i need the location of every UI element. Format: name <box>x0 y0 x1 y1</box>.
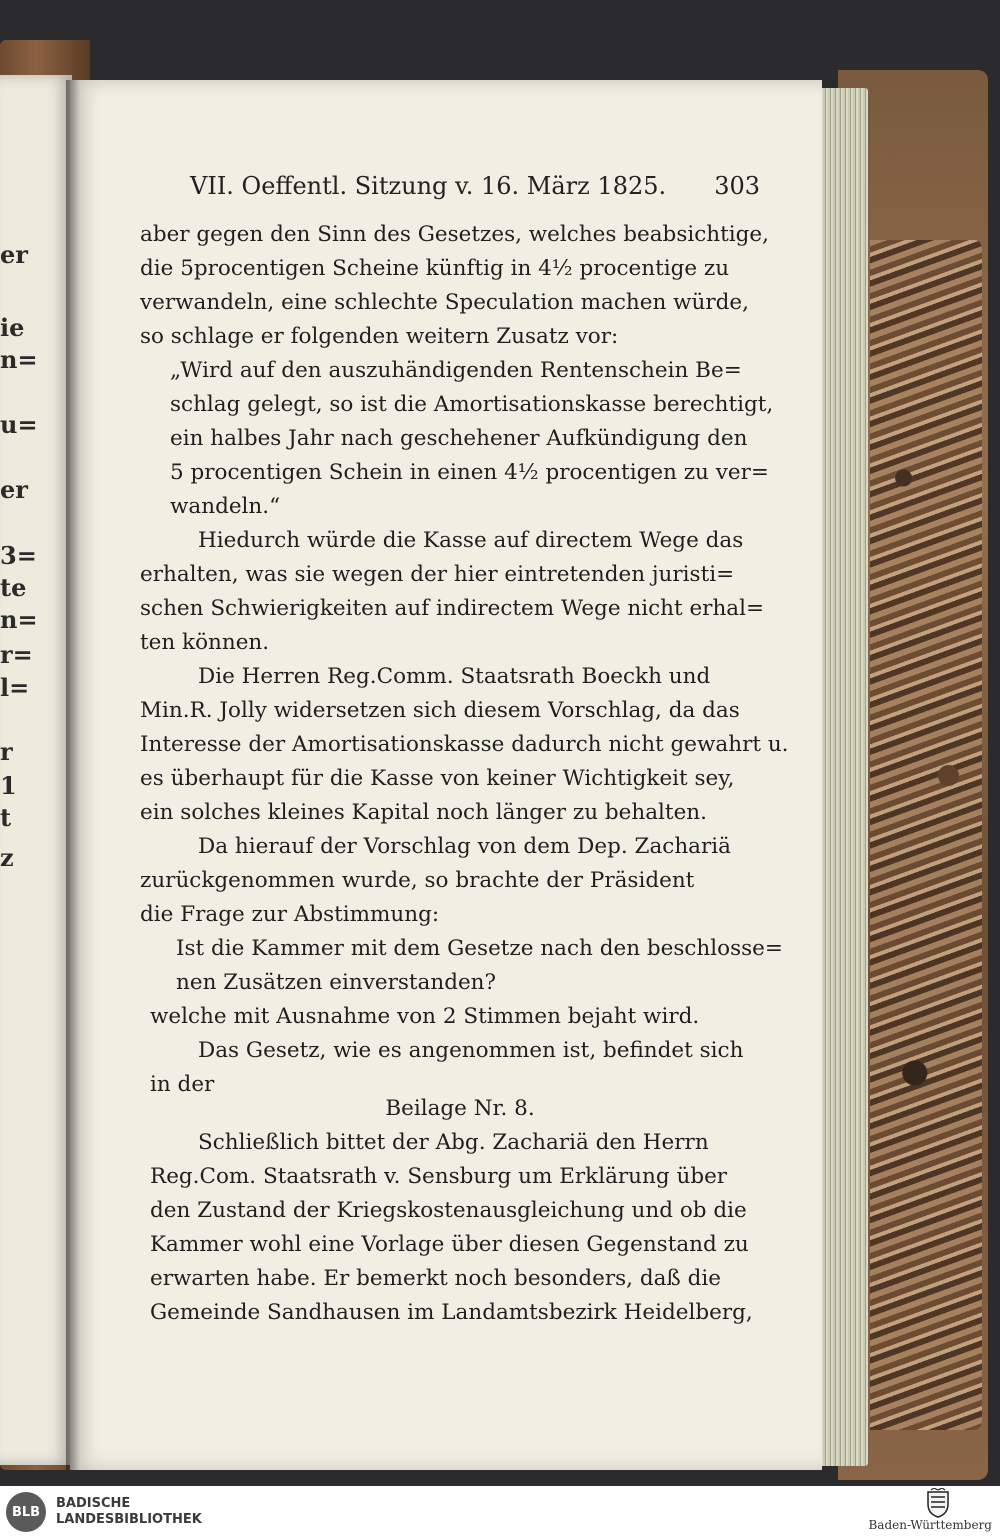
left-page-fragment: r= <box>0 640 33 669</box>
text-line: Hiedurch würde die Kasse auf directem Wege das <box>198 528 744 553</box>
text-line: „Wird auf den auszuhändigenden Rentenschein Be= <box>170 358 742 383</box>
text-line: Gemeinde Sandhausen im Landamtsbezirk Heidelberg, <box>150 1300 753 1325</box>
text-line: wandeln.“ <box>170 494 281 519</box>
library-name <box>56 1496 202 1528</box>
text-line: ein solches kleines Kapital noch länger zu behalten. <box>140 800 707 825</box>
text-line: erwarten habe. Er bemerkt noch besonders, daß die <box>150 1266 721 1291</box>
library-name-line2: LANDESBIBLIOTHEK <box>56 1512 202 1527</box>
blb-logo[interactable]: BLB <box>6 1492 46 1532</box>
text-line: Reg.Com. Staatsrath v. Sensburg um Erklärung über <box>150 1164 728 1189</box>
left-page-fragment: t <box>0 803 12 832</box>
running-header <box>190 172 760 208</box>
text-line: Da hierauf der Vorschlag von dem Dep. Zachariä <box>198 834 731 859</box>
page-edges <box>818 88 868 1466</box>
text-line: zurückgenommen wurde, so brachte der Präsident <box>140 868 695 893</box>
left-page-fragment: te <box>0 573 27 602</box>
text-line: ten können. <box>140 630 270 655</box>
text-line: in der <box>150 1072 215 1097</box>
text-line: Das Gesetz, wie es angenommen ist, befindet sich <box>198 1038 744 1063</box>
left-page-fragment: 1 <box>0 771 17 800</box>
header-title: VII. Oeffentl. Sitzung v. 16. März 1825. <box>190 172 667 200</box>
left-page-fragment: n= <box>0 345 38 374</box>
coat-of-arms-icon <box>925 1488 951 1518</box>
footer-bar <box>0 1486 1000 1538</box>
left-page-fragment: er <box>0 240 28 269</box>
text-line: Ist die Kammer mit dem Gesetze nach den beschlosse= <box>176 936 783 961</box>
text-line: Kammer wohl eine Vorlage über diesen Gegenstand zu <box>150 1232 749 1257</box>
text-line: schen Schwierigkeiten auf indirectem Wege nicht erhal= <box>140 596 765 621</box>
marbled-cover <box>870 240 982 1430</box>
left-page-fragment: u= <box>0 410 38 439</box>
left-page-fragment: r <box>0 737 13 766</box>
left-page-fragment: ie <box>0 313 25 342</box>
appendix-heading: Beilage Nr. 8. <box>385 1096 535 1121</box>
text-line: Interesse der Amortisationskasse dadurch nicht gewahrt u. <box>140 732 789 757</box>
text-line: Min.R. Jolly widersetzen sich diesem Vorschlag, da das <box>140 698 740 723</box>
text-line: die 5procentigen Scheine künftig in 4½ procentige zu <box>140 256 730 281</box>
left-page-fragment: 3= <box>0 541 37 570</box>
text-line: 5 procentigen Schein in einen 4½ procentigen zu ver= <box>170 460 769 485</box>
text-line: nen Zusätzen einverstanden? <box>176 970 497 995</box>
text-line: welche mit Ausnahme von 2 Stimmen bejaht wird. <box>150 1004 700 1029</box>
text-line: den Zustand der Kriegskostenausgleichung und ob die <box>150 1198 747 1223</box>
text-line: erhalten, was sie wegen der hier eintretenden juristi= <box>140 562 735 587</box>
state-label: Baden-Württemberg <box>868 1518 992 1532</box>
left-page-fragment: l= <box>0 673 30 702</box>
text-line: ein halbes Jahr nach geschehener Aufkündigung den <box>170 426 748 451</box>
spine-shadow <box>66 80 80 1470</box>
left-page-fragment: n= <box>0 605 38 634</box>
text-line: verwandeln, eine schlechte Speculation machen würde, <box>140 290 749 315</box>
text-line: die Frage zur Abstimmung: <box>140 902 440 927</box>
left-page-fragment: z <box>0 843 14 872</box>
text-line: so schlage er folgenden weitern Zusatz vor: <box>140 324 619 349</box>
left-page <box>0 75 72 1465</box>
left-page-fragment: er <box>0 475 28 504</box>
library-name-line1: BADISCHE <box>56 1496 131 1511</box>
text-line: Die Herren Reg.Comm. Staatsrath Boeckh und <box>198 664 711 689</box>
text-line: schlag gelegt, so ist die Amortisationskasse berechtigt, <box>170 392 774 417</box>
text-line: es überhaupt für die Kasse von keiner Wichtigkeit sey, <box>140 766 735 791</box>
page-number: 303 <box>714 172 760 200</box>
text-line: Schließlich bittet der Abg. Zachariä den Herrn <box>198 1130 709 1155</box>
text-line: aber gegen den Sinn des Gesetzes, welches beabsichtige, <box>140 222 769 247</box>
